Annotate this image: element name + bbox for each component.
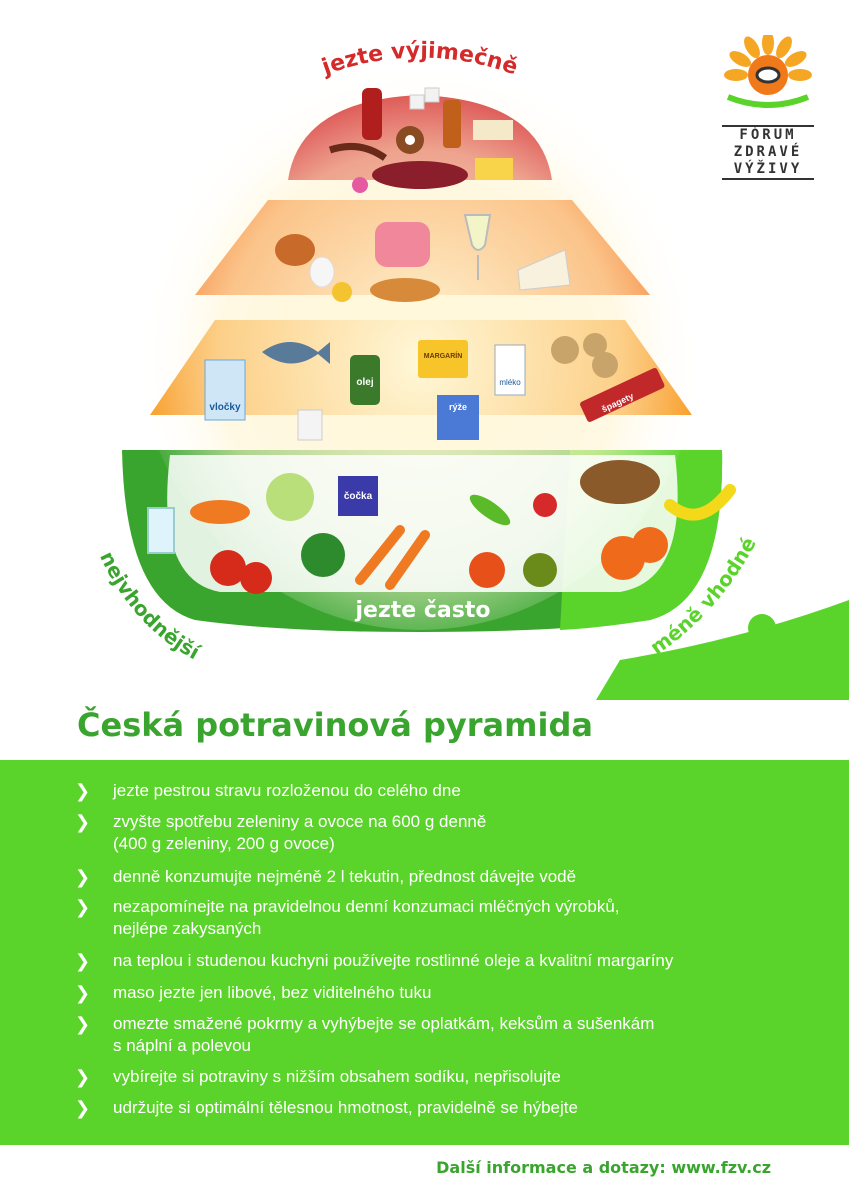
chevron-right-icon: ❯ [75, 1098, 91, 1118]
yogurt-icon [298, 410, 322, 440]
chevron-right-icon: ❯ [75, 812, 91, 832]
chevron-right-icon: ❯ [75, 867, 91, 887]
logo-line-3: VÝŽIVY [733, 161, 803, 177]
tip-item: ❯ vybírejte si potraviny s nižším obsahem sodíku, nepřisolujte [75, 1067, 561, 1087]
tip-item: ❯ maso jezte jen libové, bez viditelného tuku [75, 983, 432, 1003]
logo-line-2: ZDRAVÉ [733, 144, 803, 160]
chicken-leg-icon [275, 234, 315, 266]
ryze-label: rýže [448, 402, 468, 412]
liquor-bottle-icon [443, 100, 461, 148]
side-right-label: méně vhodné [645, 532, 761, 660]
cola-bottle-icon [362, 88, 382, 140]
chevron-right-icon: ❯ [75, 1067, 91, 1087]
logo-line-1: FÓRUM [739, 127, 797, 143]
margarin-label: MARGARÍN [423, 353, 463, 360]
broccoli-icon [301, 533, 345, 577]
kiwi-icon [523, 553, 557, 587]
cocka-label: čočka [343, 491, 373, 502]
chevron-right-icon: ❯ [75, 1014, 91, 1034]
water-glass-icon [148, 508, 174, 553]
tier-base-label: jezte často [355, 598, 491, 623]
chevron-right-icon: ❯ [75, 897, 91, 917]
egg-icon [310, 257, 334, 287]
page-title: Česká potravinová pyramida [77, 706, 593, 744]
milk-carton-icon [495, 345, 525, 395]
cabbage-icon [266, 473, 314, 521]
sausage-icon [372, 161, 468, 189]
bread-roll-icon [370, 278, 440, 302]
tier-top-label: jezte výjimečně [318, 38, 521, 81]
footer-contact: Další informace a dotazy: www.fzv.cz [436, 1158, 771, 1177]
tip-item: ❯ na teplou i studenou kuchyni používejte rostlinné oleje a kvalitní margaríny [75, 951, 674, 971]
chevron-right-icon: ❯ [75, 983, 91, 1003]
olej-label: olej [356, 377, 374, 388]
spagety-label: špagety [600, 390, 636, 415]
apple-icon [469, 552, 505, 588]
carrot-icon [190, 500, 250, 524]
sun-logo-icon [718, 35, 818, 125]
bread-loaf-icon [580, 460, 660, 504]
side-left-label: nejvhodnější [95, 547, 204, 665]
chevron-right-icon: ❯ [75, 951, 91, 971]
cake-icon [473, 120, 513, 140]
tip-item: ❯ jezte pestrou stravu rozloženou do celého dne [75, 781, 461, 801]
tip-item: ❯ omezte smažené pokrmy a vyhýbejte se oplatkám, keksům a sušenkám s náplní a polevou [75, 1014, 655, 1055]
butter-icon [475, 158, 513, 180]
tip-item: ❯ denně konzumujte nejméně 2 l tekutin, přednost dávejte vodě [75, 867, 577, 887]
ham-icon [375, 222, 430, 267]
mleko-label: mléko [499, 378, 521, 387]
vlocky-label: vločky [209, 402, 241, 413]
potatoes-icon [551, 336, 579, 364]
strawberry-icon [533, 493, 557, 517]
candy-icon [352, 177, 368, 193]
tip-item: ❯ zvyšte spotřebu zeleniny a ovoce na 600 g denně (400 g zeleniny, 200 g ovoce) [75, 812, 487, 853]
tip-item: ❯ nezapomínejte na pravidelnou denní konzumaci mléčných výrobků, nejlépe zakysaných [75, 897, 620, 938]
logo-text [722, 125, 814, 180]
tip-item: ❯ udržujte si optimální tělesnou hmotnost, pravidelně se hýbejte [75, 1098, 578, 1118]
chevron-right-icon: ❯ [75, 781, 91, 801]
